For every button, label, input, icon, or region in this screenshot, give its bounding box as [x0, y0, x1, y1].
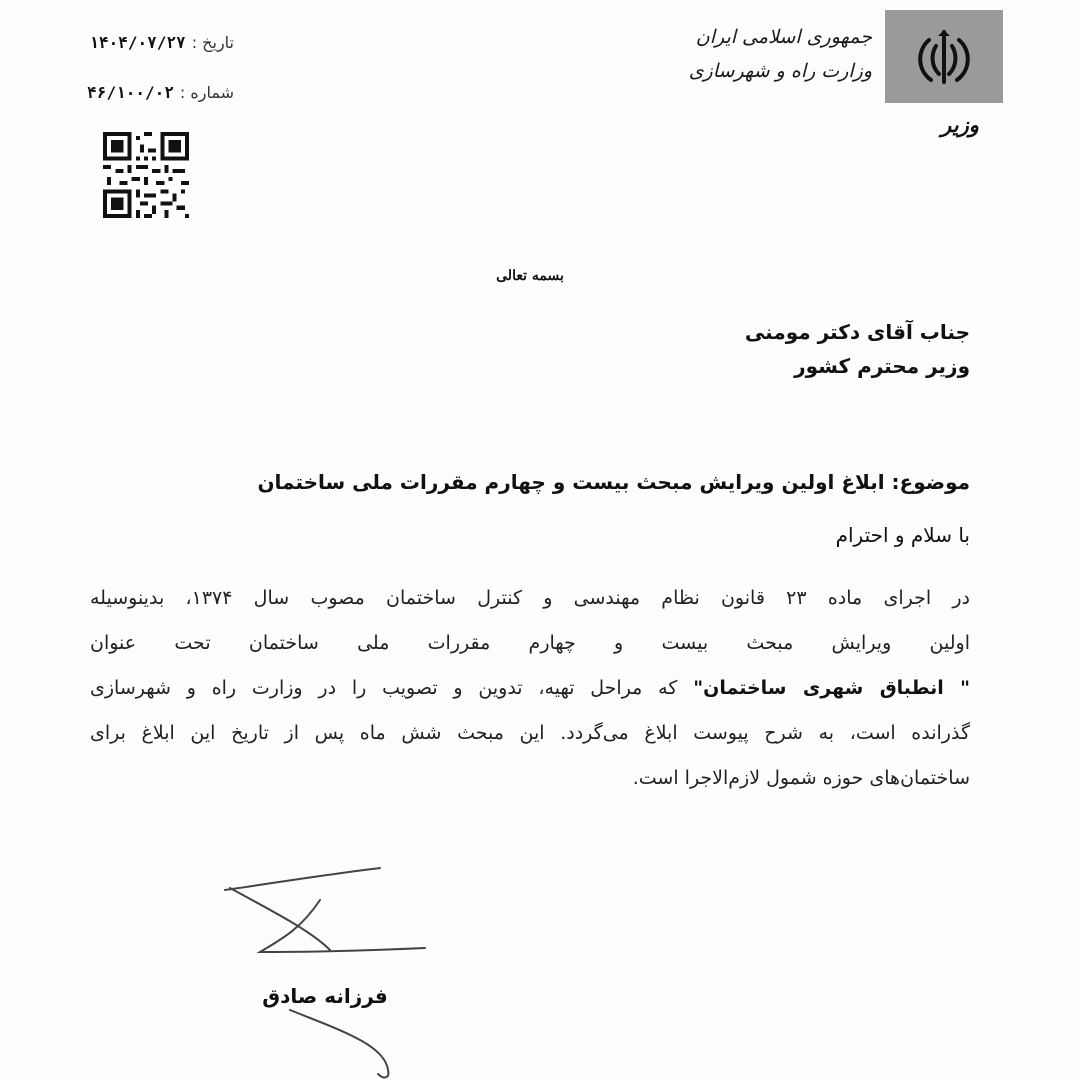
recipient-title: وزیر محترم کشور [794, 354, 970, 378]
letter-body [90, 576, 970, 801]
body-line [90, 666, 970, 711]
greeting: با سلام و احترام [835, 523, 970, 547]
subject-line: موضوع: ابلاغ اولین ویرایش مبحث بیست و چهارم مقررات ملی ساختمان [257, 470, 970, 494]
date-row [74, 28, 234, 58]
recipient-name: جناب آقای دکتر مومنی [744, 320, 970, 344]
recipient-block [745, 315, 970, 383]
body-line-text: که مراحل تهیه، تدوین و تصویب را در وزارت راه و شهرسازی [90, 677, 678, 699]
date-label: تاریخ : [191, 33, 234, 52]
qr-code-icon [103, 132, 189, 218]
number-value: ۴۶/۱۰۰/۰۲ [87, 83, 174, 102]
signature-icon [210, 860, 440, 1080]
body-line: در اجرای ماده ۲۳ قانون نظام مهندسی و کنترل ساختمان مصوب سال ۱۳۷۴، بدینوسیله [90, 587, 970, 609]
body-line: گذرانده است، به شرح پیوست ابلاغ می‌گردد. این مبحث شش ماه پس از تاریخ این ابلاغ برای [90, 722, 970, 744]
date-value: ۱۴۰۴/۰۷/۲۷ [89, 33, 186, 52]
country-name: جمهوری اسلامی ایران [695, 26, 872, 48]
office-label: وزیر [941, 112, 979, 137]
body-line: ساختمان‌های حوزه شمول لازم‌الاجرا است. [632, 767, 970, 789]
signatory-name: فرزانه صادق [262, 984, 388, 1008]
letter-meta [74, 28, 234, 128]
ministry-header [689, 20, 872, 88]
basmala: بسمه تعالی [496, 268, 564, 284]
ministry-name: وزارت راه و شهرسازی [688, 60, 872, 82]
number-row [74, 78, 234, 108]
emblem-icon [885, 10, 1003, 103]
number-label: شماره : [179, 83, 234, 102]
body-line: اولین ویرایش مبحث بیست و چهارم مقررات ملی ساختمان تحت عنوان [90, 632, 970, 654]
quoted-title: " انطباق شهری ساختمان" [693, 677, 970, 699]
